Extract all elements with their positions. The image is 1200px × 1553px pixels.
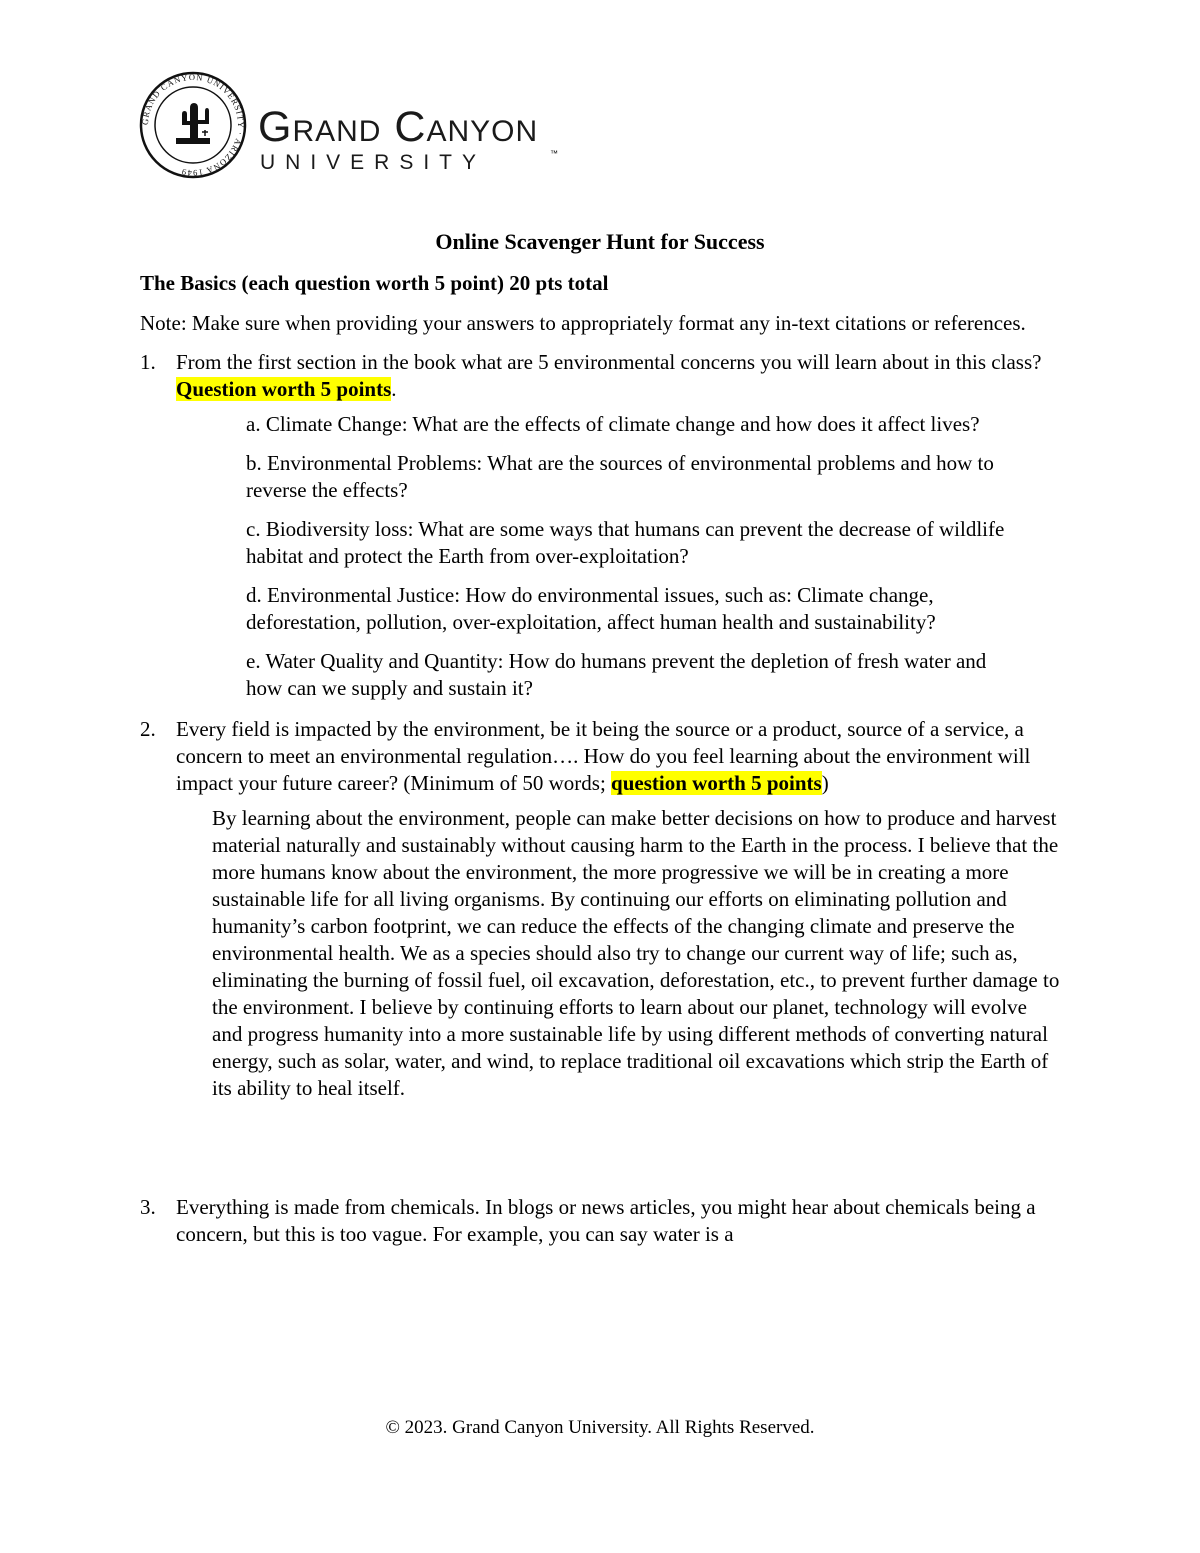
answer-item-a: a. Climate Change: What are the effects of climate change and how does it affect lives?: [246, 412, 980, 436]
question-punctuation: .: [391, 377, 397, 401]
section-heading: The Basics (each question worth 5 point) 20 pts total: [140, 271, 609, 295]
question-text: Every field is impacted by the environment, be it being the source or a product, source of a service, a concern to meet an environmental regulation…. How do you feel learning about the environment will impact your future career? (Minimum of 50 words;: [176, 717, 1031, 795]
logo-wordmark: Grand Canyon: [258, 103, 539, 151]
question-text: From the first section in the book what are 5 environmental concerns you will learn about in this class?: [176, 350, 1042, 374]
university-logo: [138, 70, 618, 180]
copyright-footer: © 2023. Grand Canyon University. All Rights Reserved.: [385, 1417, 815, 1438]
question-number: 2.: [140, 717, 156, 741]
answer-item-e: e. Water Quality and Quantity: How do humans prevent the depletion of fresh water and how can we supply and sustain it?: [246, 649, 987, 700]
points-highlight: question worth 5 points: [611, 771, 822, 795]
question-1: [140, 349, 1060, 403]
logo-subwordmark: UNIVERSITY: [260, 151, 487, 174]
question-number: 3.: [140, 1195, 156, 1219]
university-seal-icon: [138, 70, 248, 180]
question-punctuation: ): [821, 771, 829, 795]
answer-item-c: c. Biodiversity loss: What are some ways that humans can prevent the decrease of wildlife habitat and protect the Earth from over-exploitation?: [246, 517, 1005, 568]
answer-item-b: b. Environmental Problems: What are the sources of environmental problems and how to reverse the effects?: [246, 451, 994, 502]
format-note: Note: Make sure when providing your answers to appropriately format any in-text citations or references.: [140, 311, 1026, 335]
answer-item-d: d. Environmental Justice: How do environmental issues, such as: Climate change, deforestation, pollution, over-exploitation, affect human health and sustainability?: [246, 583, 936, 634]
seal-ring-text: GRAND CANYON UNIVERSITY · ARIZONA 1949: [139, 71, 247, 179]
points-highlight: Question worth 5 points: [176, 377, 392, 401]
document-title: Online Scavenger Hunt for Success: [435, 229, 765, 254]
document-body: [140, 228, 1060, 1256]
question-number: 1.: [140, 350, 156, 374]
question-text: Everything is made from chemicals. In blogs or news articles, you might hear about chemicals being a concern, but this is too vague. For example, you can say water is a: [176, 1195, 1036, 1246]
answer-paragraph: By learning about the environment, people can make better decisions on how to produce and harvest material naturally and sustainably without causing harm to the Earth in the process. I believe that the more humans know about the environment, the more progressive we will be in creating a more sustainable life for all living organisms. By continuing our efforts on eliminating pollution and humanity’s carbon footprint, we can reduce the effects of the changing climate and preserve the environmental health. We as a species should also try to change our current way of life; such as, eliminating the burning of fossil fuel, oil excavation, deforestation, etc., to prevent further damage to the environment. I believe by continuing efforts to learn about our planet, technology will evolve and progress humanity into a more sustainable life by using different methods of converting natural energy, such as solar, water, and wind, to replace traditional oil excavations which strip the Earth of its ability to heal itself.: [212, 806, 1060, 1100]
trademark-symbol: ™: [550, 149, 558, 158]
question-3: [140, 1194, 1060, 1248]
question-2: [140, 716, 1060, 797]
